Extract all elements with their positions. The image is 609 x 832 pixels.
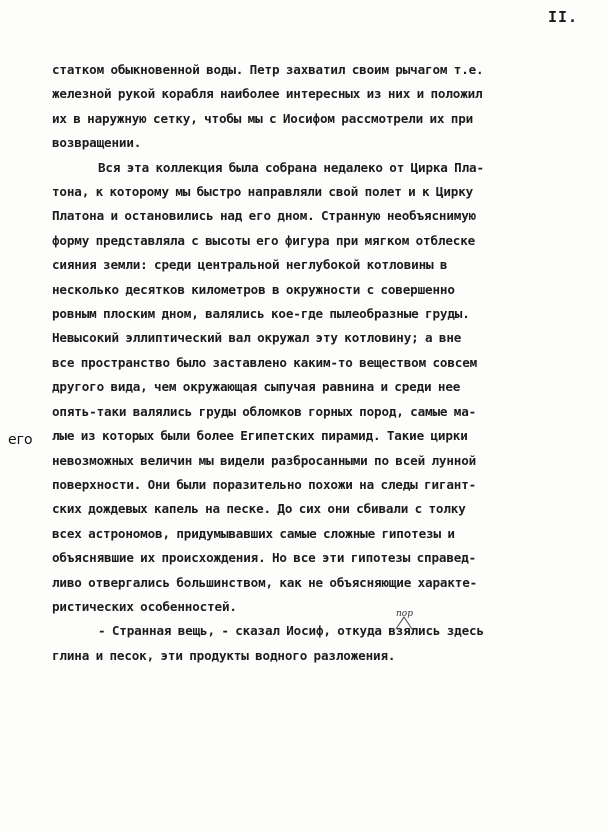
text-line-paragraph-start: Вся эта коллекция была собрана недалеко от Цирка Пла-: [98, 159, 484, 175]
text-line: Платона и остановились над его дном. Странную необъяснимую: [52, 208, 477, 224]
text-line: другого вида, чем окружающая сыпучая равнина и среди нее: [52, 379, 461, 395]
text-line: их в наружную сетку, чтобы мы с Иосифом рассмотрели их при: [52, 110, 474, 126]
body-text: [52, 58, 572, 668]
text-line: поверхности. Они были поразительно похожи на следы гигант-: [52, 476, 477, 492]
text-line: невозможных величин мы видели разбросанными по всей лунной: [52, 452, 477, 468]
text-line: статком обыкновенной воды. Петр захватил своим рычагом т.е.: [52, 62, 484, 77]
text-line: лые из которых были более Египетских пирамид. Такие цирки: [52, 428, 468, 444]
page-number: II.: [548, 8, 579, 26]
text-line: тона, к которому мы быстро направляли свой полет и к Цирку: [52, 184, 474, 200]
text-line-paragraph-start: - Странная вещь, - сказал Иосиф, откуда взялись здесь: [98, 623, 484, 639]
text-line: сияния земли: среди центральной неглубокой котловины в: [52, 257, 448, 273]
text-line: ровным плоским дном, валялись кое-где пылеобразные груды.: [52, 306, 470, 322]
margin-annotation: его: [8, 432, 33, 448]
text-line: несколько десятков километров в окружности с совершенно: [52, 281, 455, 297]
text-line: Невысокий эллиптический вал окружал эту котловину; а вне: [52, 330, 462, 346]
text-line: ристических особенностей.: [52, 598, 237, 614]
text-line: всех астрономов, придумывавших самые сложные гипотезы и: [52, 525, 455, 541]
text-line: объяснявшие их происхождения. Но все эти гипотезы справед-: [52, 550, 477, 566]
insertion-caret-mark: [394, 615, 414, 631]
text-line: форму представляла с высоты его фигура при мягком отблеске: [52, 232, 476, 248]
text-line: железной рукой корабля наиболее интересных из них и положил: [52, 86, 483, 102]
text-line: глина и песок, эти продукты водного разложения.: [52, 647, 396, 663]
text-line: возвращении.: [52, 135, 142, 151]
text-line: ливо отвергались большинством, как не объясняющие характе-: [52, 574, 478, 590]
text-line: ских дождевых капель на песке. До сих они сбивали с толку: [52, 501, 466, 517]
text-line: все пространство было заставлено каким-то веществом совсем: [52, 354, 478, 370]
handwritten-insertion: пор: [396, 609, 413, 619]
text-line: опять-таки валялись груды обломков горных пород, самые ма-: [52, 403, 477, 419]
